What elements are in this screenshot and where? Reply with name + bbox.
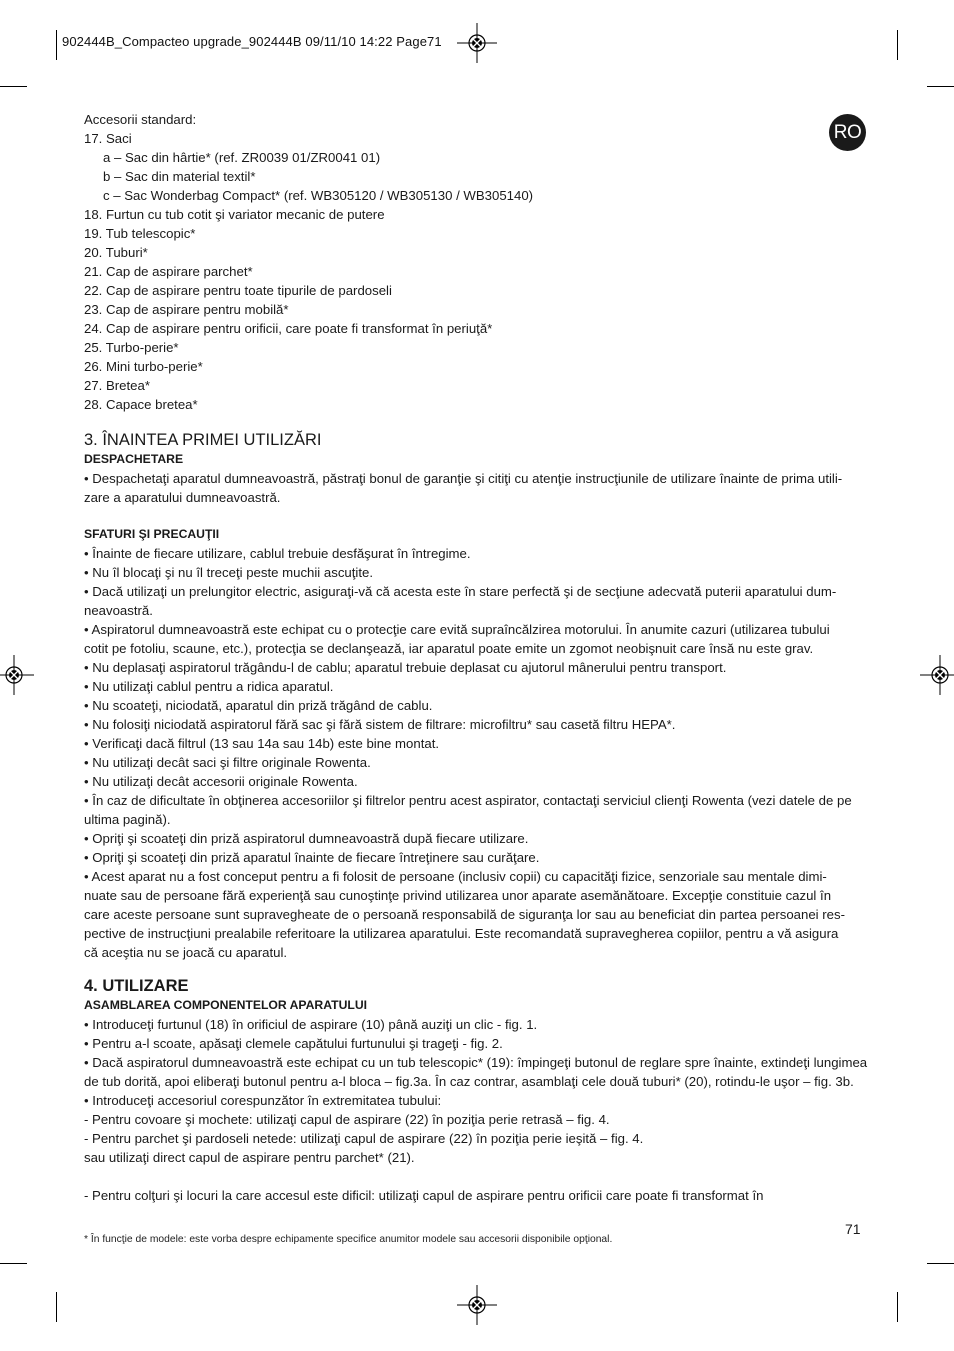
- list-item: 23. Cap de aspirare pentru mobilă*: [84, 302, 289, 317]
- page-number: 71: [845, 1221, 861, 1237]
- list-item: 27. Bretea*: [84, 378, 150, 393]
- paragraph-line: • Nu folosiţi niciodată aspiratorul fără sac şi fără sistem de filtrare: microfiltru* sau casetă filtru HEPA*.: [84, 717, 676, 732]
- paragraph-line: • Pentru a-l scoate, apăsaţi clemele capătului furtunului şi trageţi - fig. 2.: [84, 1036, 503, 1051]
- page-content: [84, 110, 870, 1205]
- paragraph-line: nuate sau de persoane fără experienţă sau cunoştinţe privind utilizarea unor aparate asemănătoare. Excepţie constituie cazul în: [84, 888, 832, 903]
- section-4-title: 4. UTILIZARE: [84, 977, 189, 995]
- paragraph-line: • Opriţi şi scoateţi din priză aspiratorul dumneavoastră după fiecare utilizare.: [84, 831, 529, 846]
- crop-mark: [897, 1292, 898, 1322]
- paragraph-line: - Pentru colţuri şi locuri la care accesul este dificil: utilizaţi capul de aspirare pentru orificii care poate fi transformat în: [84, 1188, 764, 1203]
- paragraph-line: - Pentru parchet şi pardoseli netede: utilizaţi capul de aspirare (22) în poziţia perie ieşită – fig. 4.: [84, 1131, 644, 1146]
- paragraph-line: • Înainte de fiecare utilizare, cablul trebuie desfăşurat în întregime.: [84, 546, 471, 561]
- list-item: b – Sac din material textil*: [103, 169, 256, 184]
- paragraph-line: sau utilizaţi direct capul de aspirare pentru parchet* (21).: [84, 1150, 415, 1165]
- paragraph-line: care aceste persoane sunt supravegheate de o persoană responsabilă de siguranţa lor sau au beneficiat din partea persoanei res-: [84, 907, 845, 922]
- list-item: a – Sac din hârtie* (ref. ZR0039 01/ZR0041 01): [103, 150, 381, 165]
- paragraph-line: • Introduceţi furtunul (18) în orificiul de aspirare (10) până auziţi un clic - fig. 1.: [84, 1017, 538, 1032]
- list-item: 26. Mini turbo-perie*: [84, 359, 203, 374]
- footnote: * În funcţie de modele: este vorba despre echipamente specifice anumitor modele sau accesorii disponibile opţional.: [84, 1234, 613, 1245]
- list-item: 25. Turbo-perie*: [84, 340, 179, 355]
- list-item: 18. Furtun cu tub cotit şi variator mecanic de putere: [84, 207, 385, 222]
- paragraph-line: pective de instrucţiuni prealabile referitoare la utilizarea aparatului. Este recomandată supravegherea copiilor, pentru a vă asigura: [84, 926, 839, 941]
- crop-mark: [927, 1263, 954, 1264]
- crop-mark: [56, 1292, 57, 1322]
- list-item: c – Sac Wonderbag Compact* (ref. WB305120 / WB305130 / WB305140): [103, 188, 534, 203]
- crop-mark: [897, 30, 898, 60]
- paragraph-line: • Nu utilizaţi decât accesorii originale Rowenta.: [84, 774, 358, 789]
- crop-mark: [0, 86, 27, 87]
- paragraph-line: • Opriţi şi scoateţi din priză aparatul înainte de fiecare întreţinere sau curăţare.: [84, 850, 540, 865]
- paragraph-line: • Dacă aspiratorul dumneavoastră este echipat cu un tub telescopic* (19): împingeţi butonul de reglare spre înainte, extindeţi lungimea: [84, 1055, 868, 1070]
- paragraph-line: • Acest aparat nu a fost conceput pentru a fi folosit de persoane (inclusiv copii) cu capacităţi fizice, senzoriale sau mentale dimi-: [84, 869, 827, 884]
- paragraph-line: • Nu scoateţi, niciodată, aparatul din priză trăgând de cablu.: [84, 698, 433, 713]
- spacer: [84, 507, 870, 525]
- paragraph-line: • Dacă utilizaţi un prelungitor electric, asiguraţi-vă că acesta este în stare perfectă şi de secţiune adecvată puterii aparatului dum-: [84, 584, 837, 599]
- spacer: [84, 1167, 870, 1186]
- list-item: 28. Capace bretea*: [84, 397, 198, 412]
- language-badge: RO: [829, 114, 866, 151]
- paragraph-line: • În caz de dificultate în obţinerea accesoriilor şi filtrelor pentru acest aspirator, contactaţi serviciul clienţi Rowenta (vezi datele de pe: [84, 793, 852, 808]
- paragraph-line: că aceştia nu se joacă cu aparatul.: [84, 945, 288, 960]
- registration-mark-icon: [0, 655, 34, 695]
- section-3-title: 3. ÎNAINTEA PRIMEI UTILIZĂRI: [84, 431, 322, 449]
- assembly-heading: ASAMBLAREA COMPONENTELOR APARATULUI: [84, 998, 368, 1012]
- paragraph-line: • Nu deplasaţi aspiratorul trăgându-l de cablu; aparatul trebuie deplasat cu ajutorul mânerului pentru transport.: [84, 660, 727, 675]
- crop-mark: [0, 1263, 27, 1264]
- registration-mark-icon: [920, 655, 954, 695]
- registration-mark-icon: [457, 1285, 497, 1325]
- tips-heading: SFATURI ŞI PRECAUŢII: [84, 527, 220, 541]
- paragraph-line: cotit pe fotoliu, scaune, etc.), protecţia se declanşează, iar aparatul poate emite un zgomot neobişnuit care însă nu este grav.: [84, 641, 814, 656]
- accessories-title: Accesorii standard:: [84, 112, 197, 127]
- print-header: 902444B_Compacteo upgrade_902444B 09/11/10 14:22 Page71: [62, 34, 442, 49]
- list-item: 24. Cap de aspirare pentru orificii, care poate fi transformat în periuţă*: [84, 321, 493, 336]
- crop-mark: [927, 86, 954, 87]
- list-item: 17. Saci: [84, 131, 132, 146]
- list-item: 19. Tub telescopic*: [84, 226, 196, 241]
- paragraph-line: • Introduceţi accesoriul corespunzător în extremitatea tubului:: [84, 1093, 442, 1108]
- paragraph-line: • Nu îl blocaţi şi nu îl treceţi peste muchii ascuţite.: [84, 565, 374, 580]
- unpack-heading: DESPACHETARE: [84, 452, 184, 466]
- paragraph-line: • Nu utilizaţi cablul pentru a ridica aparatul.: [84, 679, 334, 694]
- paragraph-line: ultima pagină).: [84, 812, 171, 827]
- paragraph-line: zare a aparatului dumneavoastră.: [84, 490, 281, 505]
- list-item: 21. Cap de aspirare parchet*: [84, 264, 253, 279]
- paragraph-line: de tub dorită, apoi eliberaţi butonul pentru a-l bloca – fig.3a. În caz contrar, asamblaţi cele două tuburi* (20), rotindu-le uşor – fig. 3b.: [84, 1074, 854, 1089]
- paragraph-line: - Pentru covoare şi mochete: utilizaţi capul de aspirare (22) în poziţia perie retrasă – fig. 4.: [84, 1112, 610, 1127]
- crop-mark: [56, 30, 57, 60]
- list-item: 20. Tuburi*: [84, 245, 148, 260]
- paragraph-line: • Verificaţi dacă filtrul (13 sau 14a sau 14b) este bine montat.: [84, 736, 440, 751]
- registration-mark-icon: [457, 23, 497, 63]
- list-item: 22. Cap de aspirare pentru toate tipurile de pardoseli: [84, 283, 392, 298]
- accessories-list: [84, 129, 870, 414]
- paragraph-line: • Nu utilizaţi decât saci şi filtre originale Rowenta.: [84, 755, 371, 770]
- paragraph-line: • Despachetaţi aparatul dumneavoastră, păstraţi bonul de garanţie şi citiţi cu atenţie instrucţiunile de utilizare înainte de prima utili-: [84, 471, 843, 486]
- paragraph-line: • Aspiratorul dumneavoastră este echipat cu o protecţie care evită supraîncălzirea motorului. În anumite cazuri (utilizarea tubului: [84, 622, 830, 637]
- paragraph-line: neavoastră.: [84, 603, 153, 618]
